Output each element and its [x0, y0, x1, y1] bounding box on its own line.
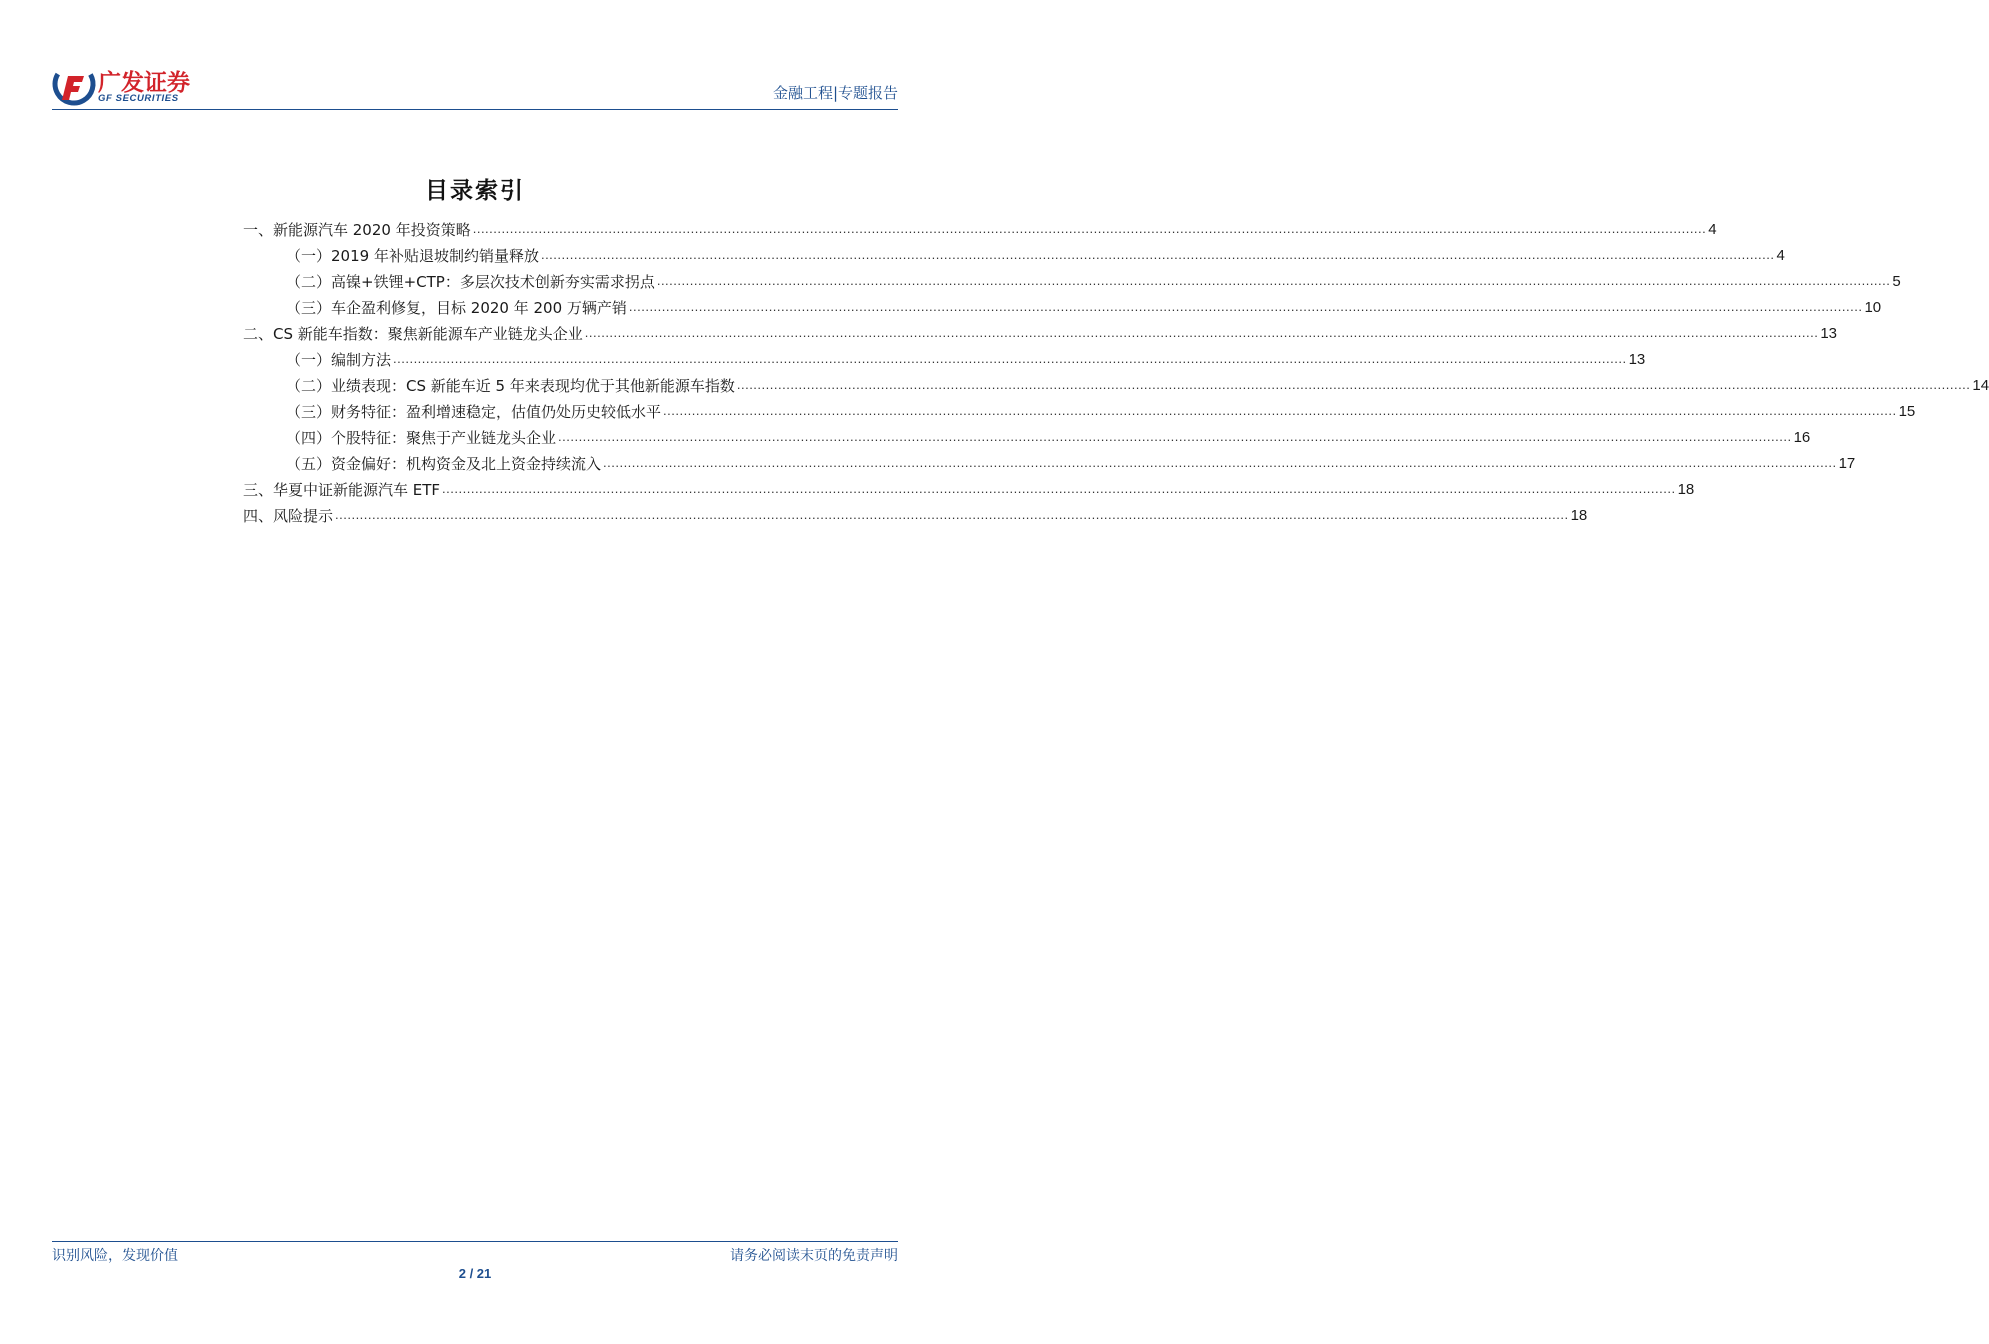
toc-entry[interactable] [286, 344, 1646, 370]
toc-entry[interactable] [286, 240, 1785, 266]
toc-entry-page: 16 [1793, 429, 1811, 446]
toc-leader-dots: ............................................................................................................................................................................................................................................................................................................ [603, 455, 1837, 470]
toc-entry-page: 13 [1628, 351, 1646, 368]
toc-entry-title: （二）业绩表现：CS 新能车近 5 年来表现均优于其他新能源车指数 [286, 377, 735, 395]
toc-leader-dots: ............................................................................................................................................................................................................................................................................................................ [584, 325, 1819, 340]
toc-entry[interactable] [243, 474, 1695, 500]
logo-chinese-name: 广发证券 [98, 70, 190, 96]
toc-entry[interactable] [286, 266, 1901, 292]
toc-entry-title: （五）资金偏好：机构资金及北上资金持续流入 [286, 455, 602, 473]
report-category: 金融工程|专题报告 [772, 84, 898, 102]
toc-leader-dots: ............................................................................................................................................................................................................................................................................................................ [335, 507, 1569, 522]
toc-leader-dots: ............................................................................................................................................................................................................................................................................................................ [736, 377, 1971, 392]
toc-entry-page: 4 [1708, 221, 1717, 238]
gf-securities-logo [52, 62, 212, 108]
toc-entry-page: 15 [1898, 403, 1916, 420]
page-header [0, 0, 950, 112]
toc-entry-title: （三）财务特征：盈利增速稳定，估值仍处历史较低水平 [286, 403, 662, 421]
toc-entry-page: 18 [1677, 481, 1695, 498]
toc-leader-dots: ............................................................................................................................................................................................................................................................................................................ [558, 429, 1792, 444]
toc-entry-page: 18 [1570, 507, 1588, 524]
toc-leader-dots: ............................................................................................................................................................................................................................................................................................................ [540, 247, 1775, 262]
toc-leader-dots: ............................................................................................................................................................................................................................................................................................................ [442, 481, 1676, 496]
footer-disclaimer-note: 请务必阅读末页的免责声明 [730, 1248, 898, 1264]
toc-entry-title: （一）编制方法 [286, 351, 392, 369]
toc-entry-title: （三）车企盈利修复，目标 2020 年 200 万辆产销 [286, 299, 627, 317]
toc-entry-title: （二）高镍+铁锂+CTP：多层次技术创新夯实需求拐点 [286, 273, 655, 291]
toc-leader-dots: ............................................................................................................................................................................................................................................................................................................ [656, 273, 1891, 288]
toc-leader-dots: ............................................................................................................................................................................................................................................................................................................ [663, 403, 1897, 418]
footer-slogan: 识别风险，发现价值 [52, 1248, 178, 1264]
logo-english-name: GF SECURITIES [98, 93, 179, 104]
toc-entry[interactable] [286, 422, 1811, 448]
toc-entry[interactable] [286, 370, 1989, 396]
toc-entry-page: 17 [1838, 455, 1856, 472]
gf-logo-icon [52, 62, 96, 106]
toc-entry[interactable] [243, 214, 1717, 240]
toc-entry-title: 一、新能源汽车 2020 年投资策略 [243, 221, 471, 239]
toc-leader-dots: ............................................................................................................................................................................................................................................................................................................ [628, 299, 1863, 314]
toc-entry-page: 14 [1972, 377, 1989, 394]
toc-entry-title: 二、CS 新能车指数：聚焦新能源车产业链龙头企业 [243, 325, 583, 343]
toc-entry[interactable] [243, 500, 1588, 526]
footer-divider [52, 1241, 898, 1242]
toc-entry-title: 四、风险提示 [243, 507, 334, 525]
page-number: 2 / 21 [458, 1266, 492, 1281]
toc-entry[interactable] [243, 318, 1837, 344]
toc-entry-title: 三、华夏中证新能源汽车 ETF [243, 481, 441, 499]
toc-title: 目录索引 [425, 177, 525, 204]
header-divider [52, 109, 898, 110]
toc-entry-title: （一）2019 年补贴退坡制约销量释放 [286, 247, 539, 265]
toc-leader-dots: ............................................................................................................................................................................................................................................................................................................ [472, 221, 1707, 236]
toc-entry[interactable] [286, 448, 1856, 474]
toc-entry[interactable] [286, 396, 1916, 422]
toc-entry[interactable] [286, 292, 1882, 318]
toc-entry-page: 5 [1892, 273, 1901, 290]
toc-entry-title: （四）个股特征：聚焦于产业链龙头企业 [286, 429, 557, 447]
toc-leader-dots: ............................................................................................................................................................................................................................................................................................................ [393, 351, 1627, 366]
toc-entry-page: 10 [1864, 299, 1882, 316]
toc-entry-page: 4 [1776, 247, 1785, 264]
toc-entry-page: 13 [1820, 325, 1837, 342]
